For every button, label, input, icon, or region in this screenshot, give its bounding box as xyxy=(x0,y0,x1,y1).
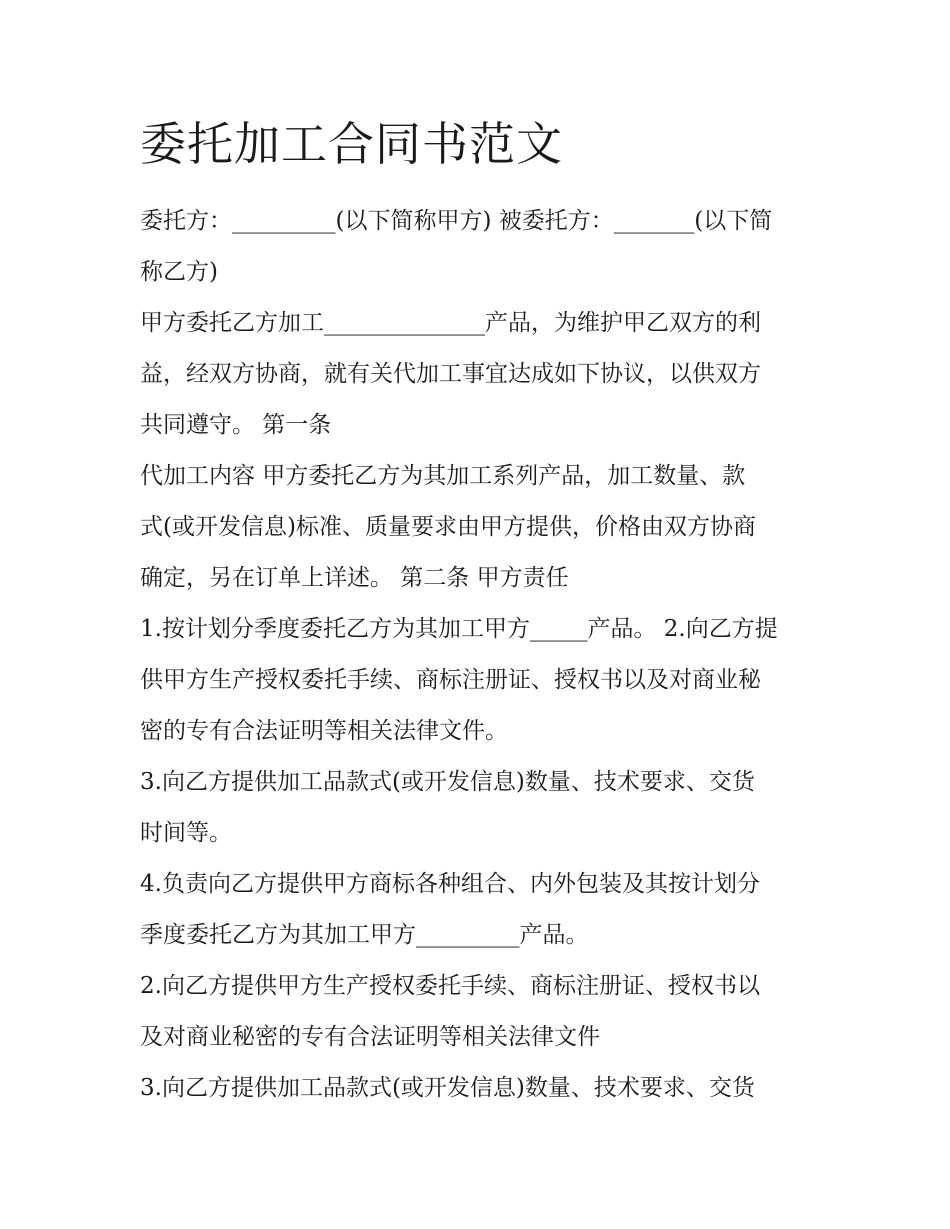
text-line-11: 密的专有合法证明等相关法律文件。 xyxy=(140,718,508,744)
text-line-6: 代加工内容 甲方委托乙方为其加工系列产品，加工数量、款 xyxy=(140,463,746,489)
text-line-13: 时间等。 xyxy=(140,820,232,846)
text-line-17: 及对商业秘密的专有合法证明等相关法律文件 xyxy=(140,1024,600,1050)
text-line-16: 2.向乙方提供甲方生产授权委托手续、商标注册证、授权书以 xyxy=(140,973,760,999)
text-line-3: 甲方委托乙方加工______________产品，为维护甲乙双方的利 xyxy=(140,310,761,336)
text-line-8: 确定，另在订单上详述。 第二条 甲方责任 xyxy=(140,565,569,591)
text-line-5: 共同遵守。 第一条 xyxy=(140,412,332,438)
document-title: 委托加工合同书范文 xyxy=(140,117,563,171)
text-line-12: 3.向乙方提供加工品款式(或开发信息)数量、技术要求、交货 xyxy=(140,769,755,795)
text-line-4: 益，经双方协商，就有关代加工事宜达成如下协议，以供双方 xyxy=(140,361,761,387)
text-line-9: 1.按计划分季度委托乙方为其加工甲方_____产品。 2.向乙方提 xyxy=(140,616,778,642)
text-line-15: 季度委托乙方为其加工甲方_________产品。 xyxy=(140,922,589,948)
text-line-18: 3.向乙方提供加工品款式(或开发信息)数量、技术要求、交货 xyxy=(140,1075,755,1101)
text-line-7: 式(或开发信息)标准、质量要求由甲方提供，价格由双方协商 xyxy=(140,514,756,540)
text-line-10: 供甲方生产授权委托手续、商标注册证、授权书以及对商业秘 xyxy=(140,667,761,693)
text-line-14: 4.负责向乙方提供甲方商标各种组合、内外包装及其按计划分 xyxy=(140,871,760,897)
text-line-1: 委托方：_________(以下简称甲方) 被委托方：_______(以下简 xyxy=(140,208,773,234)
text-line-2: 称乙方) xyxy=(140,259,218,285)
